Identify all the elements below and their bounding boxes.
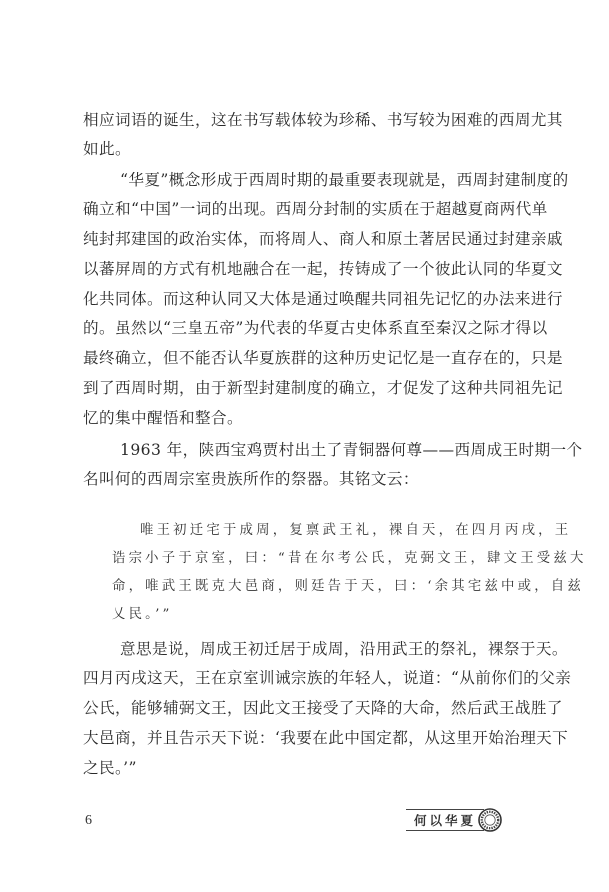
- text-line: 到了西周时期，由于新型封建制度的确立，才促发了这种共同祖先记: [83, 379, 563, 397]
- text-line: 的。虽然以“三皇五帝”为代表的华夏古史体系直至秦汉之际才得以: [83, 319, 548, 337]
- quote-line: 诰宗小子于京室，曰：“昔在尔考公氏，克弼文王，肆文王受兹大: [112, 551, 587, 566]
- text-line: 名叫何的西周宗室贵族所作的祭器。其铭文云：: [83, 470, 419, 488]
- text-line: 如此。: [83, 140, 131, 158]
- text-line: 大邑商，并且告示天下说：‘我要在此中国定都，从这里开始治理天下: [83, 729, 569, 747]
- quote-line: 唯王初迁宅于成周，复禀武王礼，裸自天，在四月丙戌，王: [140, 523, 572, 538]
- quote-line: 命，唯武王既克大邑商，则廷告于天，曰：‘余其宅兹中或，自兹: [112, 579, 584, 594]
- text-line: 公氏，能够辅弼文王，因此文王接受了天降的大命，然后武王战胜了: [83, 699, 563, 717]
- text-line: 之民。’”: [83, 759, 137, 777]
- running-footer: [406, 809, 506, 837]
- circular-seal-emblem-icon: [478, 808, 502, 832]
- text-line: “华夏”概念形成于西周时期的最重要表现就是，西周封建制度的: [120, 171, 569, 189]
- book-title: 何以华夏: [406, 809, 484, 831]
- text-line: 化共同体。而这种认同又大体是通过唤醒共同祖先记忆的办法来进行: [83, 290, 563, 308]
- text-line: 四月丙戌这天，王在京室训诫宗族的年轻人，说道：“从前你们的父亲: [83, 669, 572, 687]
- text-line: 最终确立，但不能否认华夏族群的这种历史记忆是一直存在的，只是: [83, 349, 563, 367]
- text-line: 忆的集中醒悟和整合。: [83, 409, 243, 427]
- quote-line: 乂民。’”: [112, 607, 173, 622]
- text-line: 1963 年，陕西宝鸡贾村出土了青铜器何尊——西周成王时期一个: [120, 441, 583, 459]
- text-line: 纯封邦建国的政治实体，而将周人、商人和原土著居民通过封建亲戚: [83, 230, 563, 248]
- text-line: 以蕃屏周的方式有机地融合在一起，抟铸成了一个彼此认同的华夏文: [83, 260, 563, 278]
- text-line: 相应词语的诞生，这在书写载体较为珍稀、书写较为困难的西周尤其: [83, 111, 563, 129]
- page-number: 6: [85, 813, 92, 828]
- text-line: 确立和“中国”一词的出现。西周分封制的实质在于超越夏商两代单: [83, 200, 548, 218]
- text-line: 意思是说，周成王初迁居于成周，沿用武王的祭礼，裸祭于天。: [120, 640, 568, 658]
